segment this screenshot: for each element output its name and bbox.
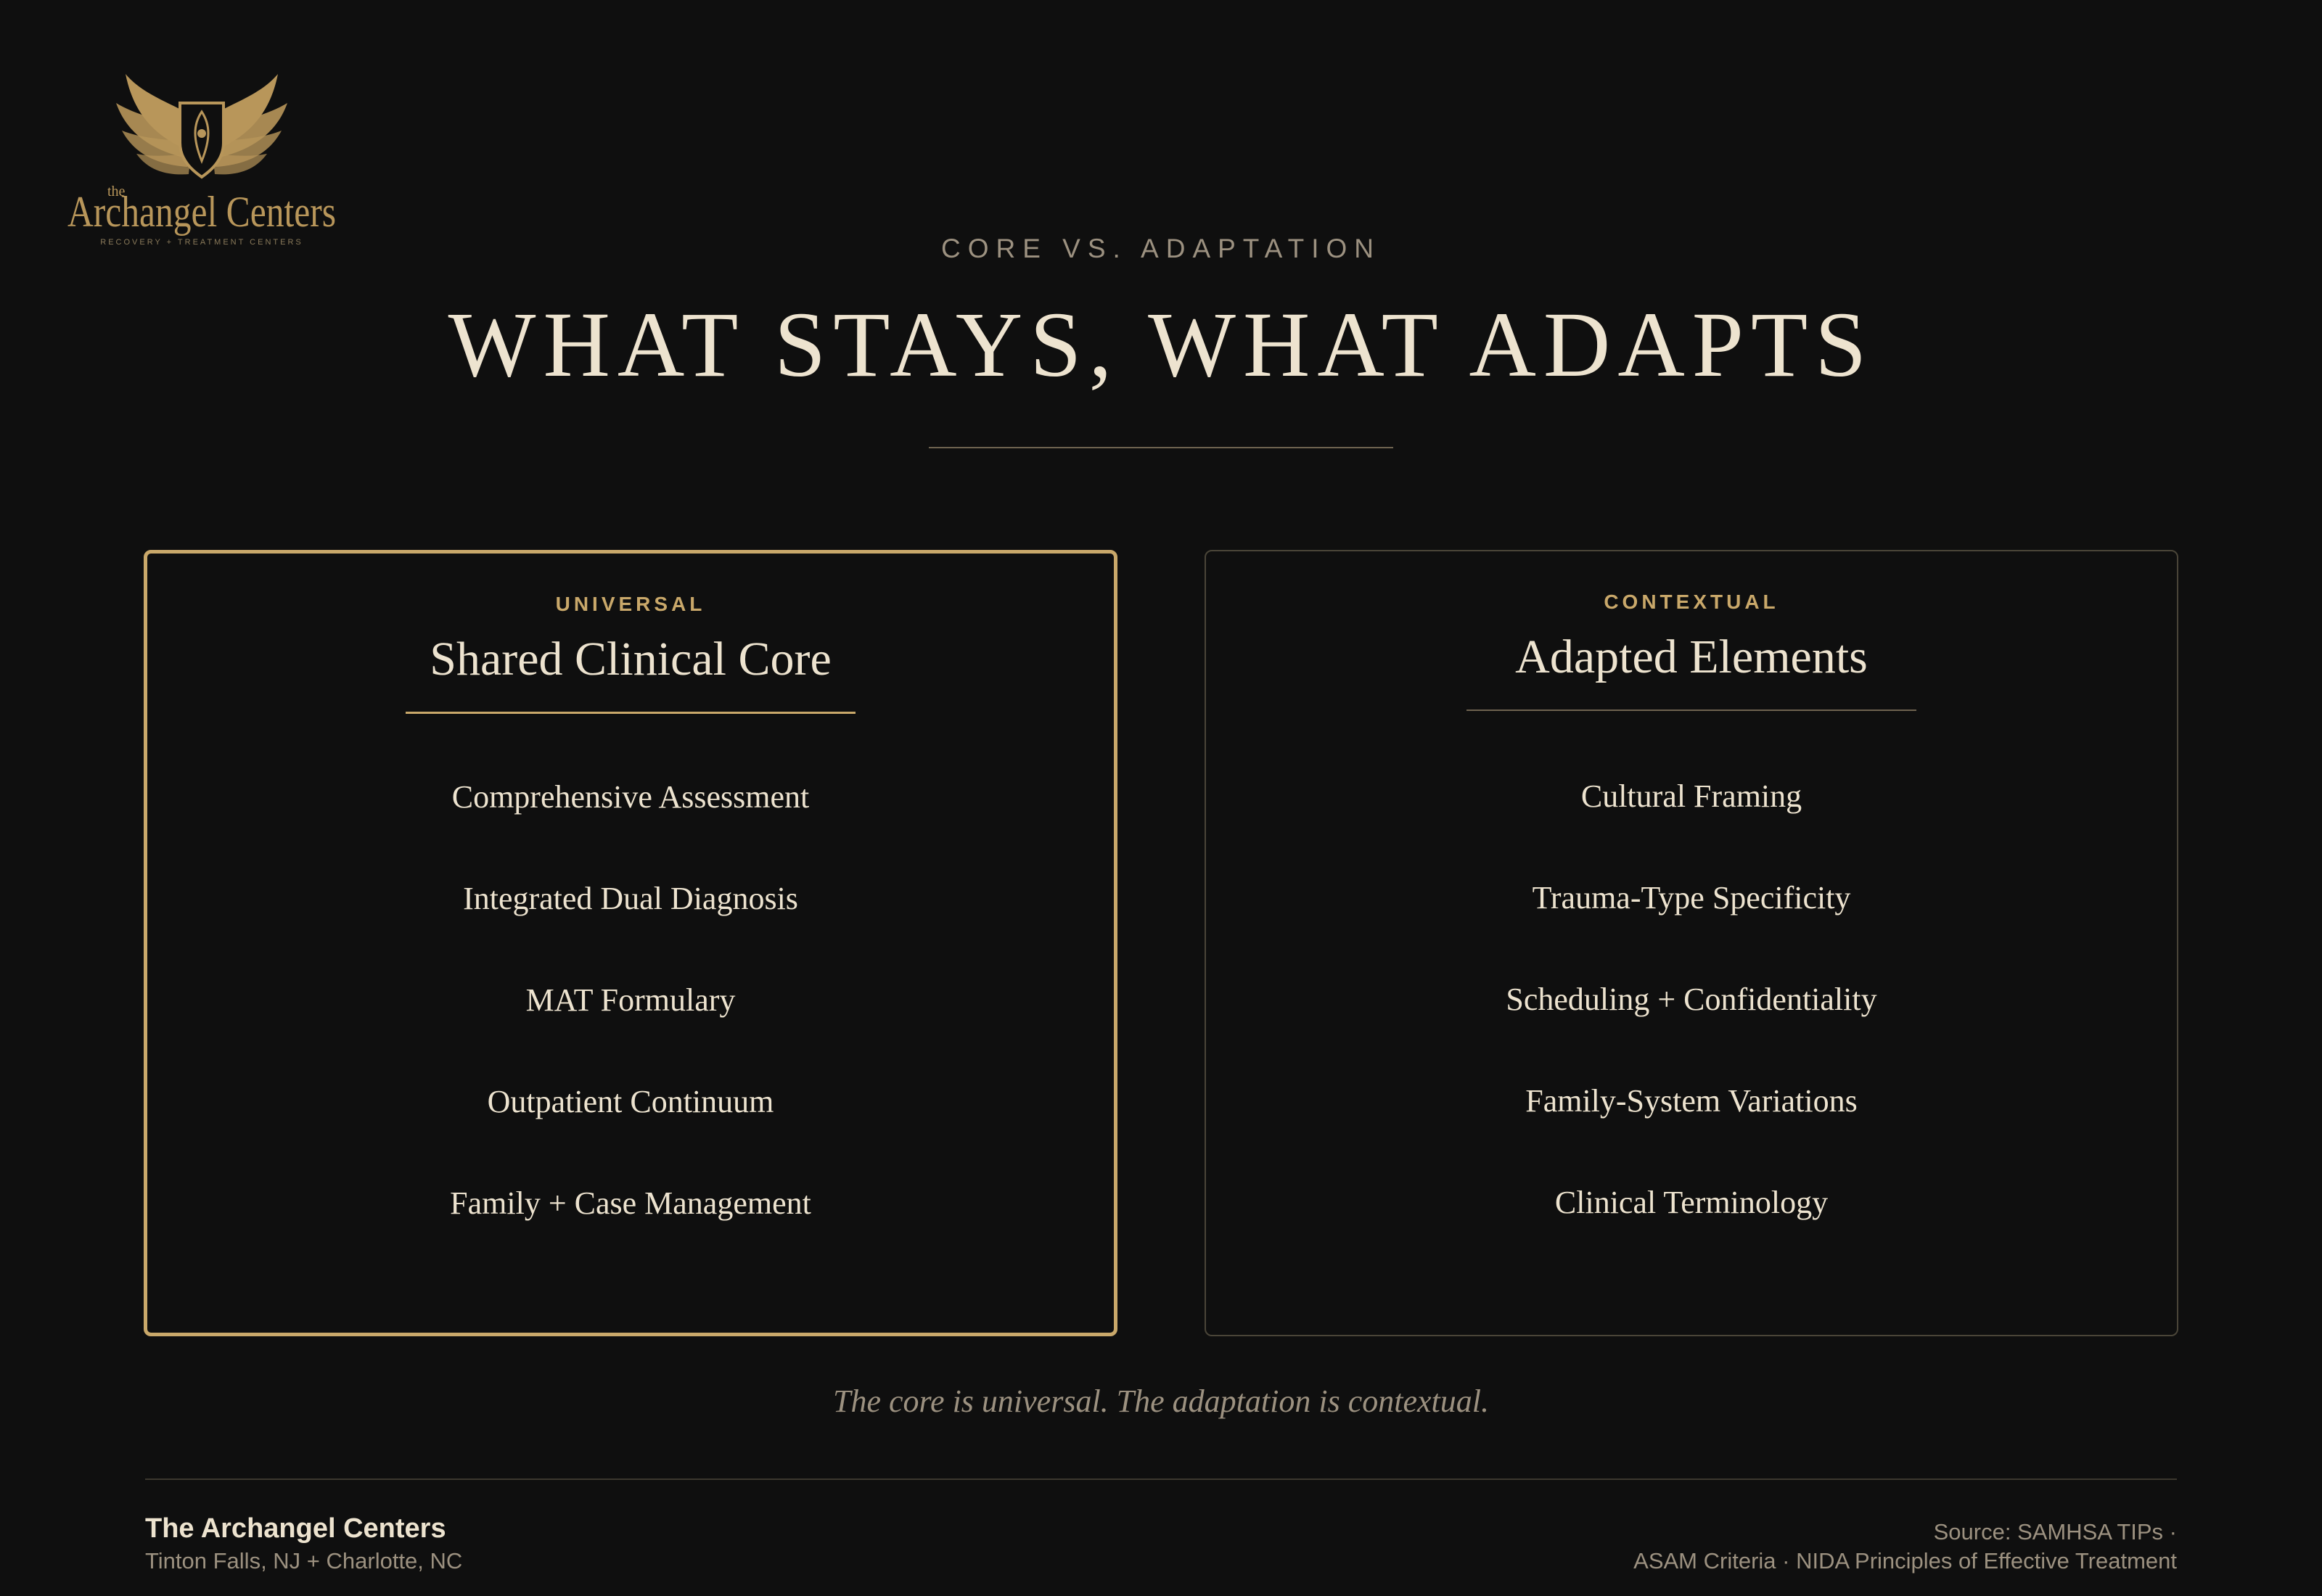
- logo-tagline: RECOVERY + TREATMENT CENTERS: [100, 238, 303, 247]
- footer-source-line-2: ASAM Criteria · NIDA Principles of Effective Treatment: [1633, 1548, 2177, 1574]
- list-item: Scheduling + Confidentiality: [1506, 982, 1877, 1017]
- footer-source-line-1: Source: SAMHSA TIPs ·: [1933, 1519, 2177, 1544]
- list-item: Integrated Dual Diagnosis: [463, 881, 798, 916]
- card-tag-universal: UNIVERSAL: [555, 593, 706, 615]
- closing-tagline: The core is universal. The adaptation is contextual.: [833, 1383, 1489, 1419]
- winged-shield-icon: [64, 52, 340, 255]
- list-item: Family + Case Management: [450, 1185, 811, 1221]
- list-item: MAT Formulary: [525, 982, 736, 1018]
- list-item: Comprehensive Assessment: [451, 779, 810, 815]
- footer-locations: Tinton Falls, NJ + Charlotte, NC: [145, 1548, 463, 1574]
- page-title: WHAT STAYS, WHAT ADAPTS: [448, 293, 1874, 396]
- logo-name: Archangel Centers: [67, 188, 336, 236]
- list-item: Family-System Variations: [1525, 1083, 1858, 1119]
- brand-logo: [64, 52, 340, 255]
- footer-divider: [145, 1478, 2177, 1480]
- section-eyebrow: CORE VS. ADAPTATION: [941, 234, 1381, 263]
- title-divider: [929, 447, 1393, 448]
- logo-the: the: [107, 184, 126, 200]
- card-divider: [1466, 709, 1916, 711]
- footer-org-name: The Archangel Centers: [145, 1513, 446, 1544]
- shared-clinical-core-card: [144, 550, 1117, 1336]
- card-heading-core: Shared Clinical Core: [430, 633, 832, 686]
- card-heading-adapt: Adapted Elements: [1515, 630, 1868, 683]
- card-divider: [406, 712, 856, 714]
- adapted-elements-card: [1205, 550, 2178, 1336]
- list-item: Trauma-Type Specificity: [1532, 880, 1851, 916]
- card-tag-contextual: CONTEXTUAL: [1604, 591, 1779, 613]
- list-item: Outpatient Continuum: [487, 1084, 774, 1119]
- list-item: Clinical Terminology: [1554, 1185, 1829, 1220]
- list-item: Cultural Framing: [1580, 778, 1802, 814]
